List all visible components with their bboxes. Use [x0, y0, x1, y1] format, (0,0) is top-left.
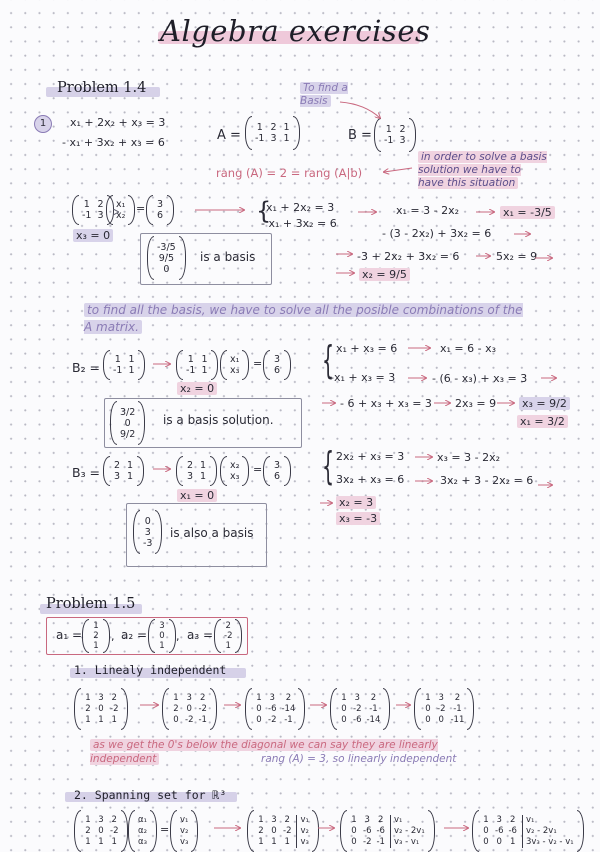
- matrix-cell: 1: [173, 692, 179, 703]
- matrix-cell: 3: [438, 692, 444, 703]
- elim-matrix-2: [162, 688, 217, 730]
- matrix-cell: 1: [85, 714, 91, 725]
- vector-entry: 2: [93, 631, 99, 641]
- vector-entry: 0: [124, 417, 131, 429]
- x2-value: x₂ = 9/5: [359, 268, 410, 281]
- matrix-cell: 1: [258, 836, 264, 847]
- vector-a1: [82, 619, 110, 653]
- step-3: 5x₂ = 9: [496, 250, 538, 263]
- vector-entry: v₂: [180, 825, 189, 836]
- vector-entry: 9/5: [158, 252, 174, 264]
- sub2-heading: 2. Spanning set for ℝ³: [74, 788, 227, 802]
- matrix-cell: -6: [495, 825, 504, 836]
- matrix-cell: -1: [82, 210, 92, 221]
- b3-eq-1: 2x₂ + x₃ = 3: [336, 450, 405, 463]
- matrix-cell: 1: [201, 354, 208, 365]
- matrix-cell: 0: [341, 714, 347, 725]
- alpha-vector: [128, 810, 157, 852]
- matrix-cell: -6: [508, 825, 517, 836]
- matrix-cell: v₂ - 2v₁: [390, 826, 425, 837]
- b3-brace: {: [322, 444, 335, 488]
- matrix-cell: -1: [453, 703, 462, 714]
- matrix-cell: 0: [438, 714, 444, 725]
- matrix-cell: 1: [187, 354, 194, 365]
- matrix-cell: -2: [268, 714, 277, 725]
- matrix-cell: 2: [85, 825, 91, 836]
- vector-entry: -3/5: [157, 241, 176, 253]
- matrix-cell: 1: [283, 122, 290, 133]
- b2-eq-1-result: x₁ = 6 - x₃: [440, 342, 497, 355]
- elim-matrix-3: [245, 688, 305, 730]
- is-also-basis-label: is also a basis: [170, 526, 254, 540]
- matrix-cell: 2: [510, 814, 516, 825]
- vector-entry: 0: [163, 263, 170, 275]
- matrix-A-label: A =: [217, 128, 241, 143]
- vector-entry: 9/2: [120, 428, 136, 440]
- matrix-cell: 1: [283, 133, 290, 144]
- matrix-cell: 3: [496, 814, 502, 825]
- matrix-cell: 2: [284, 814, 290, 825]
- b2-eq-3: - 6 + x₃ + x₃ = 3: [340, 397, 432, 410]
- vector-entry: x₁: [230, 354, 240, 365]
- matrix-cell: -2: [353, 703, 362, 714]
- x3-value-b3: x₃ = -3: [336, 512, 380, 525]
- vector-entry: x₃: [230, 365, 240, 376]
- comma-1: ,: [111, 630, 115, 643]
- x1-expression: x₁ = 3 - 2x₂: [396, 204, 460, 217]
- vector-entry: 0: [159, 631, 165, 641]
- matrix-cell: 3: [269, 692, 275, 703]
- matrix-cell: 0: [173, 714, 179, 725]
- matrix-cell: 1: [111, 836, 117, 847]
- vector-entry: v₃: [180, 836, 189, 847]
- vector-x2x3: [220, 456, 249, 486]
- matrix-cell: -14: [366, 714, 381, 725]
- matrix-cell: 2: [285, 692, 292, 703]
- matrix-cell: 2: [113, 460, 121, 471]
- matrix-cell: 1: [425, 692, 431, 703]
- matrix-cell: 1: [256, 692, 262, 703]
- vector-3-6-b2: [263, 350, 291, 380]
- span-matrix: [74, 810, 128, 852]
- matrix-B-label: B =: [348, 128, 372, 143]
- matrix-A: [245, 116, 300, 150]
- matrix-cell: 1: [85, 836, 91, 847]
- vector-entry: 3: [273, 460, 281, 471]
- matrix-cell: 3: [270, 133, 277, 144]
- x1-value: x₁ = -3/5: [500, 206, 555, 219]
- matrix-cell: -1: [284, 714, 293, 725]
- matrix-cell: 1: [271, 836, 277, 847]
- matrix-cell: 1: [483, 814, 489, 825]
- matrix-B2: [103, 350, 145, 380]
- matrix-cell: 2: [111, 692, 117, 703]
- elim-matrix-4: [330, 688, 390, 730]
- matrix-cell: -1: [376, 836, 385, 847]
- matrix-cell: -6: [353, 714, 362, 725]
- rank-equation: rang (A) = 2 = rang (A|b): [216, 166, 363, 180]
- vector-entry: 3: [144, 526, 151, 538]
- matrix-cell: 0: [98, 703, 104, 714]
- matrix-cell: 0: [186, 703, 192, 714]
- b3-eq-2-result: 3x₂ + 3 - 2x₂ = 6: [440, 474, 534, 487]
- zeros-note: as we get the 0's below the diagonal we can say they are linearly independent: [90, 739, 438, 765]
- matrix-cell: -2: [110, 825, 119, 836]
- matrix-cell: -1: [255, 133, 265, 144]
- problem-1-5-heading: Problem 1.5: [46, 596, 136, 612]
- matrix-cell: 1: [85, 692, 91, 703]
- matrix-cell: 2: [399, 124, 406, 135]
- substitution: - (3 - 2x₂) + 3x₂ = 6: [382, 227, 492, 240]
- sub-system-2: - x₁ + 3x₂ = 6: [261, 217, 337, 230]
- matrix-cell: 0: [341, 703, 347, 714]
- vector-entry: 1: [225, 641, 231, 651]
- comma-2: ,: [176, 630, 180, 643]
- vector-entry: 1: [93, 621, 99, 631]
- matrix-cell: 1: [126, 471, 134, 482]
- x1-value-b2: x₁ = 3/2: [517, 415, 568, 428]
- vector-entry: α₃: [138, 836, 148, 847]
- matrix-cell: 3: [186, 471, 194, 482]
- vector-entry: 3: [159, 621, 165, 631]
- matrix-cell: -1: [198, 714, 207, 725]
- matrix-B3: [103, 456, 144, 486]
- vector-entry: 1: [93, 641, 99, 651]
- a2-label: a₂ =: [121, 628, 148, 642]
- matrix-cell: 2: [85, 703, 91, 714]
- matrix-cell: 2: [186, 460, 194, 471]
- vector-entry: x₃: [230, 471, 240, 482]
- vector-entry: 3/2: [120, 406, 136, 418]
- b2-eq-2-result: - (6 - x₃) + x₃ = 3: [432, 372, 528, 385]
- matrix-cell: 1: [98, 714, 104, 725]
- step-2: -3 + 2x₂ + 3x₂ = 6: [357, 250, 460, 263]
- b2-eq-2: -x₁ + x₃ = 3: [330, 371, 396, 384]
- matrix-cell: 1: [510, 836, 516, 847]
- vector-entry: α₁: [138, 814, 148, 825]
- matrix-cell: 1: [126, 460, 134, 471]
- matrix-cell: 2: [378, 814, 384, 825]
- matrix-cell: 0: [256, 714, 262, 725]
- matrix-cell: 2: [270, 122, 277, 133]
- matrix-B2-eq: [176, 350, 218, 380]
- b3-eq-1-result: x₃ = 3 - 2x₂: [437, 451, 501, 464]
- matrix-cell: 1: [85, 814, 91, 825]
- matrix-B3-eq: [176, 456, 217, 486]
- matrix-cell: 0: [425, 714, 431, 725]
- matrix-cell: 1: [83, 199, 90, 210]
- vector-entry: -2: [224, 631, 233, 641]
- vector-x1x2: [106, 195, 135, 225]
- matrix-cell: -1: [369, 703, 378, 714]
- a1-label: a₁ =: [56, 628, 83, 642]
- vector-entry: α₂: [138, 825, 148, 836]
- matrix-cell: 1: [385, 124, 392, 135]
- matrix-cell: 1: [341, 692, 347, 703]
- matrix-cell: 0: [98, 825, 104, 836]
- note-to-find-basis: To find a Basis: [300, 82, 348, 107]
- system-eq-2: - x₁ + 3x₂ + x₃ = 6: [62, 136, 165, 149]
- matrix-cell: 2: [454, 692, 461, 703]
- matrix-cell: 3: [98, 814, 104, 825]
- v-vector: [170, 810, 198, 852]
- matrix-cell: -2: [283, 825, 292, 836]
- matrix-cell: 3v₃ - v₂ - v₁: [522, 837, 574, 848]
- matrix-cell: 2: [97, 199, 104, 210]
- B2-label: B₂ =: [72, 360, 101, 375]
- x2-value-b3: x₂ = 3: [336, 496, 376, 509]
- matrix-cell: -2: [198, 703, 207, 714]
- all-basis-note: to find all the basis, we have to solve all the posible combinations of the A matrix.: [84, 303, 523, 334]
- vector-entry: 3: [273, 354, 281, 365]
- matrix-cell: 2: [370, 692, 377, 703]
- B3-label: B₃ =: [72, 465, 101, 480]
- matrix-cell: v₁: [522, 815, 574, 826]
- vector-entry: 1: [159, 641, 165, 651]
- matrix-cell: 0: [256, 703, 262, 714]
- elim-matrix-1: [74, 688, 128, 730]
- matrix-cell: -1: [186, 365, 196, 376]
- matrix-cell: 0: [496, 836, 502, 847]
- matrix-cell: v₁: [296, 815, 308, 826]
- is-basis-solution-label: is a basis solution.: [163, 413, 274, 427]
- equals-sign-b2: =: [253, 357, 263, 370]
- matrix-cell: 1: [284, 836, 290, 847]
- matrix-cell: v₁: [390, 815, 425, 826]
- matrix-cell: 0: [483, 836, 489, 847]
- vector-a3: [214, 619, 242, 653]
- matrix-cell: -1: [113, 365, 123, 376]
- vector-entry: -3: [143, 537, 153, 549]
- rank-note: rang (A) = 3, so linearly independent: [261, 753, 457, 765]
- matrix-cell: 1: [128, 354, 135, 365]
- vector-entry: 6: [273, 471, 281, 482]
- matrix-cell: 1: [351, 814, 357, 825]
- system-brace: {: [256, 197, 272, 225]
- exercise-number-badge: 1: [34, 115, 52, 133]
- x3-zero: x₃ = 0: [73, 229, 113, 242]
- problem-1-4-heading: Problem 1.4: [57, 80, 147, 96]
- basis-3-vector: [133, 510, 162, 554]
- matrix-cell: 0: [351, 825, 357, 836]
- equals-sign-span: =: [160, 823, 170, 836]
- matrix-cell: -14: [281, 703, 296, 714]
- matrix-cell: -6: [268, 703, 277, 714]
- matrix-cell: -2: [110, 703, 119, 714]
- basis-2-vector: [110, 401, 145, 445]
- matrix-cell: 2: [173, 703, 179, 714]
- augmented-matrix-1: [247, 810, 319, 852]
- vector-entry: x₁: [116, 199, 126, 210]
- matrix-cell: 1: [128, 365, 135, 376]
- matrix-cell: 1: [256, 122, 263, 133]
- matrix-cell: 3: [399, 135, 406, 146]
- x1-zero: x₁ = 0: [177, 489, 217, 502]
- matrix-cell: -2: [185, 714, 194, 725]
- vector-entry: 3: [156, 199, 164, 210]
- matrix-cell: 1: [98, 836, 104, 847]
- matrix-cell: -2: [437, 703, 446, 714]
- matrix-cell: 1: [199, 460, 207, 471]
- matrix-cell: -11: [450, 714, 465, 725]
- matrix-cell: -2: [363, 836, 372, 847]
- matrix-cell: v₂ - 2v₁: [522, 826, 574, 837]
- vector-x1x3: [220, 350, 249, 380]
- matrix-cell: 2: [111, 814, 117, 825]
- matrix-cell: 2: [200, 692, 206, 703]
- elim-matrix-5: [414, 688, 474, 730]
- matrix-cell: 0: [425, 703, 431, 714]
- matrix-cell: 1: [114, 354, 121, 365]
- matrix-cell: 3: [113, 471, 121, 482]
- matrix-cell: -6: [363, 825, 372, 836]
- vector-entry: x₂: [230, 460, 240, 471]
- equals-sign: =: [136, 202, 146, 215]
- matrix-cell: v₃ - v₁: [390, 837, 425, 848]
- a3-label: a₃ =: [187, 628, 214, 642]
- matrix-cell: 1: [201, 365, 208, 376]
- equals-sign-b3: =: [253, 463, 263, 476]
- matrix-cell: v₂: [296, 826, 308, 837]
- note-in-order: in order to solve a basis solution we have to have this situation: [418, 151, 547, 189]
- sub-system-1: x₁ + 2x₂ = 3: [266, 201, 335, 214]
- matrix-cell: 3: [97, 210, 104, 221]
- matrix-cell: -1: [384, 135, 394, 146]
- matrix-cell: 3: [364, 814, 370, 825]
- matrix-cell: -6: [376, 825, 385, 836]
- sub1-heading: 1. Linealy independent: [74, 663, 227, 677]
- vector-entry: x₂: [116, 210, 126, 221]
- matrix-cell: 1: [111, 714, 117, 725]
- vector-entry: v₁: [180, 814, 189, 825]
- vector-entry: 2: [225, 621, 231, 631]
- matrix-cell: 0: [351, 836, 357, 847]
- augmented-matrix-2: [340, 810, 435, 852]
- matrix-cell: 2: [258, 825, 264, 836]
- vector-a2: [148, 619, 176, 653]
- b2-eq-1: x₁ + x₃ = 6: [336, 342, 398, 355]
- vector-3-6: [146, 195, 174, 225]
- matrix-cell: 1: [258, 814, 264, 825]
- augmented-matrix-3: [472, 810, 584, 852]
- matrix-cell: v₃: [296, 837, 308, 848]
- matrix-cell: 3: [98, 692, 104, 703]
- basis-1-vector: [147, 236, 186, 280]
- matrix-cell: 3: [354, 692, 360, 703]
- b2-eq-3-result: 2x₃ = 9: [455, 397, 497, 410]
- page-title: Algebra exercises: [160, 14, 431, 48]
- vector-entry: 6: [273, 365, 281, 376]
- vector-entry: 6: [156, 210, 164, 221]
- matrix-cell: 1: [199, 471, 207, 482]
- matrix-cell: 3: [271, 814, 277, 825]
- b2-brace: {: [322, 338, 335, 382]
- is-a-basis-label: is a basis: [200, 250, 256, 264]
- vector-entry: 0: [144, 515, 151, 527]
- matrix-cell: 0: [271, 825, 277, 836]
- vector-3-6-b3: [263, 456, 291, 486]
- matrix-B: [374, 118, 416, 152]
- matrix-cell: 3: [186, 692, 192, 703]
- b3-eq-2: 3x₂ + x₃ = 6: [336, 473, 405, 486]
- system-eq-1: x₁ + 2x₂ + x₃ = 3: [70, 116, 166, 129]
- x2-zero: x₂ = 0: [177, 382, 217, 395]
- matrix-cell: 0: [483, 825, 489, 836]
- x3-value-b2: x₃ = 9/2: [519, 397, 570, 410]
